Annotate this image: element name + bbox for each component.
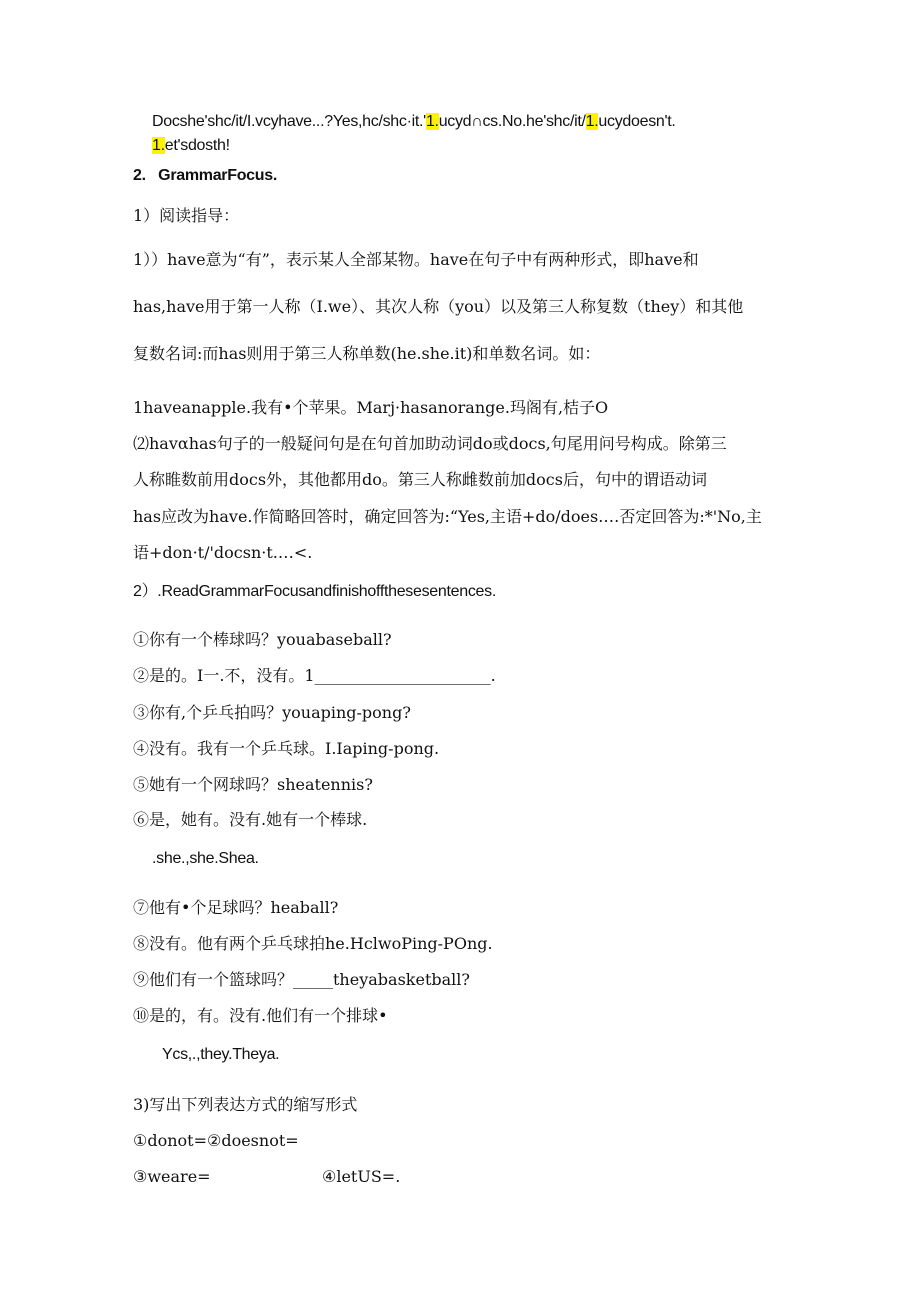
intro-text-c: ucydoesn't. <box>598 113 676 130</box>
sentence-5: ⑤她有一个网球吗？sheatennis? <box>133 775 373 794</box>
answer-10: Ycs,.,they.Theya. <box>162 1046 280 1063</box>
sentence-9: ⑨他们有一个篮球吗？_____theyabasketball? <box>133 970 470 989</box>
contraction-let-us: ④letUS=. <box>322 1167 401 1186</box>
paragraph-1-line-1: 1））have意为“有”，表示某人全部某物。have在句子中有两种形式，即have和 <box>133 250 699 269</box>
reading-guide-heading: 1）阅读指导： <box>133 206 240 225</box>
paragraph-2-line-3: has应改为have.作简略回答时，确定回答为:“Yes,主语+do∕does.…否定回答为:*'No,主 <box>133 507 762 526</box>
paragraph-2-line-4: 语+don·t/'docsn·t.…<. <box>133 543 313 562</box>
intro-text-a: Docshe'shc/it/I.vcyhave...?Yes,hc/shc·it.' <box>152 113 426 130</box>
intro-line-1 <box>152 112 676 132</box>
sentence-6: ⑥是，她有。没有.她有一个棒球. <box>133 810 368 829</box>
paragraph-1-line-3: 复数名词:而has则用于第三人称单数(he.she.it)和单数名词。如： <box>133 344 601 363</box>
contractions-row-1: ①donot=②doesnot= <box>133 1131 299 1150</box>
task-3-heading: 3)写出下列表达方式的缩写形式 <box>133 1095 358 1114</box>
sentence-8: ⑧没有。他有两个乒乓球拍he.HclwoPing-POng. <box>133 934 493 953</box>
paragraph-2-line-1: ⑵havαhas句子的一般疑问句是在句首加助动词do或docs,句尾用问号构成。除第三 <box>133 434 727 453</box>
intro-line-2 <box>152 136 230 156</box>
highlight-2: 1. <box>585 113 599 130</box>
intro-text-b: ucyd∩cs.No.he'shc/it/ <box>438 113 586 130</box>
section-2-title: 2. GrammarFocus. <box>133 167 277 184</box>
paragraph-1-line-2: has,have用于第一人称（I.we）、其次人称（you）以及第三人称复数（they）和其他 <box>133 297 744 316</box>
answer-6: .she.,she.Shea. <box>152 850 259 867</box>
task-2-heading: 2）.ReadGrammarFocusandfinishoffthesesentences. <box>133 583 496 600</box>
example-sentence: 1haveanapple.我有•个苹果。Marj·hasanorange.玛阁有,桔子O <box>133 398 609 417</box>
sentence-7: ⑦他有•个足球吗？heaball? <box>133 898 339 917</box>
intro-text-d: et'sdosth! <box>164 137 230 154</box>
sentence-3: ③你有,个乒乓拍吗？youaping-pong? <box>133 703 411 722</box>
contraction-we-are: ③weare= <box>133 1167 211 1186</box>
sentence-1: ①你有一个棒球吗？youabaseball? <box>133 630 392 649</box>
sentence-10: ⑩是的，有。没有.他们有一个排球• <box>133 1006 388 1025</box>
paragraph-2-line-2: 人称睢数前用docs外，其他都用do。第三人称雌数前加docs后，句中的谓语动词 <box>133 470 707 489</box>
highlight-3: 1. <box>152 137 165 154</box>
sentence-4: ④没有。我有一个乒乓球。I.Iaping-pong. <box>133 739 440 758</box>
highlight-1: 1. <box>425 113 439 130</box>
sentence-2: ②是的。I一.不，没有。1______________________. <box>133 666 496 685</box>
